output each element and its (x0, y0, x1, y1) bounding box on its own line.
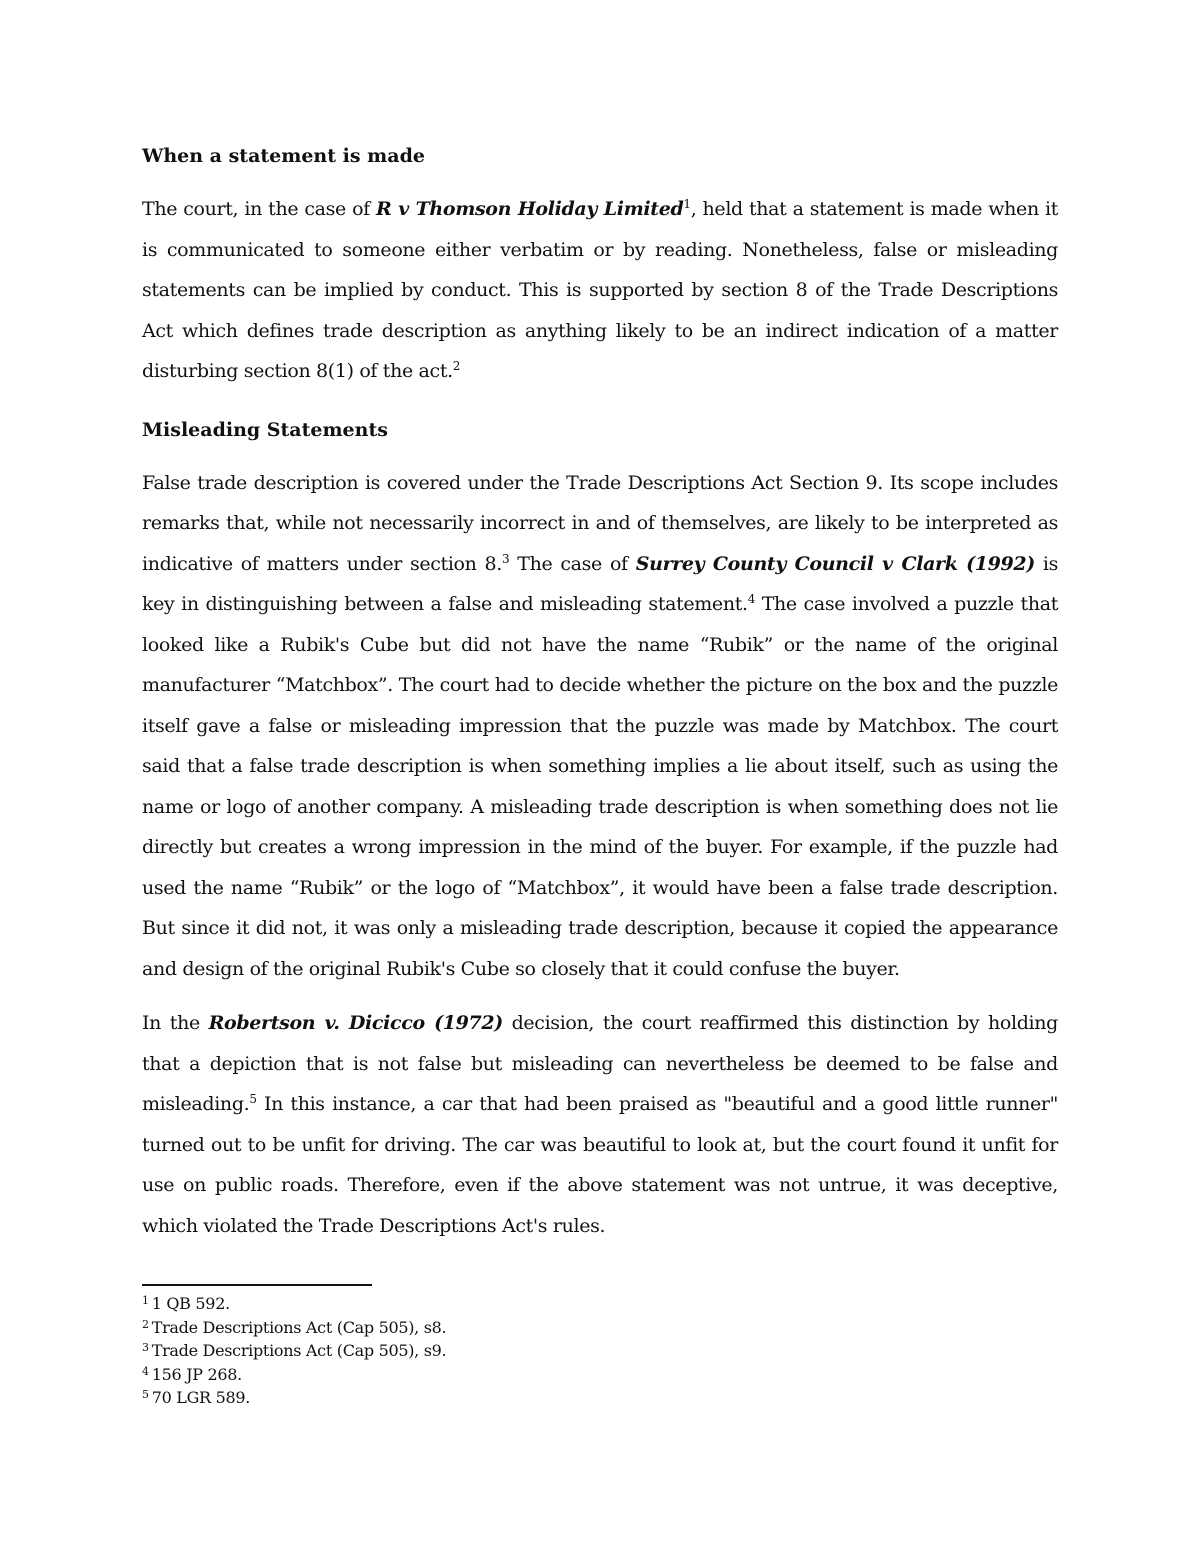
text-run: , held that a statement is made when it is communicated to someone either verbatim or by reading. Nonetheless, false or misleading statements can be implied by conduct. This is supported by section 8 of the Trade Descriptions Act which defines trade description as anything likely to be an indirect indication of a matter disturbing section 8(1) of the act. (142, 198, 1058, 382)
footnote-2 (142, 1316, 446, 1340)
footnote-number: 5 (142, 1388, 149, 1401)
footnote-text: 156 JP 268. (151, 1364, 242, 1384)
text-run: False trade description is covered under the Trade Descriptions Act Section 9. Its scope includes remarks that, while not necessarily incorrect in and of themselves, are likely to be interpreted as indicative of matters under section 8. (142, 471, 1058, 575)
footnote-ref-5[interactable]: 5 (249, 1092, 257, 1106)
footnote-text: 70 LGR 589. (151, 1388, 251, 1407)
document-body (142, 138, 1058, 1260)
paragraph-thomson-holiday (142, 189, 1058, 392)
footnote-text: Trade Descriptions Act (Cap 505), s8. (151, 1317, 447, 1337)
section-heading-statement-made: When a statement is made (142, 145, 425, 167)
section-heading-misleading: Misleading Statements (142, 418, 388, 441)
text-run: The case involved a puzzle that looked like a Rubik's Cube but did not have the name “Rubik” or the name of the original manufacturer “Matchbox”. The court had to decide whether the picture on the box and the puzzle itself gave a false or misleading impression that the puzzle was made by Matchbox. The court said that a false trade description is when something implies a lie about itself, such as using the name or logo of another company. A misleading trade description is when something does not lie directly but creates a wrong impression in the mind of the buyer. For example, if the puzzle had used the name “Rubik” or the logo of “Matchbox”, it would have been a false trade description. But since it did not, it was only a misleading trade description, because it copied the appearance and design of the original Rubik's Cube so closely that it could confuse the buyer. (142, 593, 1058, 980)
footnote-ref-1[interactable]: 1 (683, 197, 691, 211)
footnote-ref-2[interactable]: 2 (452, 359, 461, 373)
footnote-ref-3[interactable]: 3 (501, 551, 510, 566)
case-name-surrey: Surrey County Council v Clark (1992) (635, 552, 1035, 575)
paragraph-surrey-clark (142, 463, 1058, 990)
footnote-text: 1 QB 592. (151, 1294, 230, 1313)
text-run: decision, the court reaffirmed this distinction by holding that a depiction that is not false but misleading can nevertheless be deemed to be false and misleading. (142, 1012, 1058, 1115)
text-run: is key in distinguishing between a false and misleading statement. (142, 552, 1058, 615)
case-name-robertson: Robertson v. Dicicco (1972) (208, 1012, 503, 1034)
paragraph-robertson-dicicco (142, 1003, 1058, 1246)
footnote-1 (142, 1292, 446, 1316)
text-run: The court, in the case of (142, 198, 377, 220)
footnote-ref-4[interactable]: 4 (747, 592, 755, 606)
footnote-number: 1 (142, 1294, 149, 1307)
footnote-number: 3 (142, 1341, 149, 1354)
footnote-separator (142, 1284, 372, 1286)
footnote-4 (142, 1363, 446, 1387)
footnote-text: Trade Descriptions Act (Cap 505), s9. (151, 1341, 447, 1360)
text-run: In the (142, 1012, 209, 1034)
case-name-thomson: R v Thomson Holiday Limited (376, 198, 684, 220)
footnote-number: 4 (142, 1364, 149, 1378)
footnote-3 (142, 1339, 446, 1363)
footnotes (142, 1292, 446, 1410)
footnote-5 (142, 1386, 446, 1410)
footnote-number: 2 (142, 1317, 149, 1331)
text-run: In this instance, a car that had been praised as "beautiful and a good little runner" turned out to be unfit for driving. The car was beautiful to look at, but the court found it unfit for use on public roads. Therefore, even if the above statement was not untrue, it was deceptive, which violated the Trade Descriptions Act's rules. (142, 1093, 1058, 1237)
text-run: The case of (509, 552, 636, 575)
